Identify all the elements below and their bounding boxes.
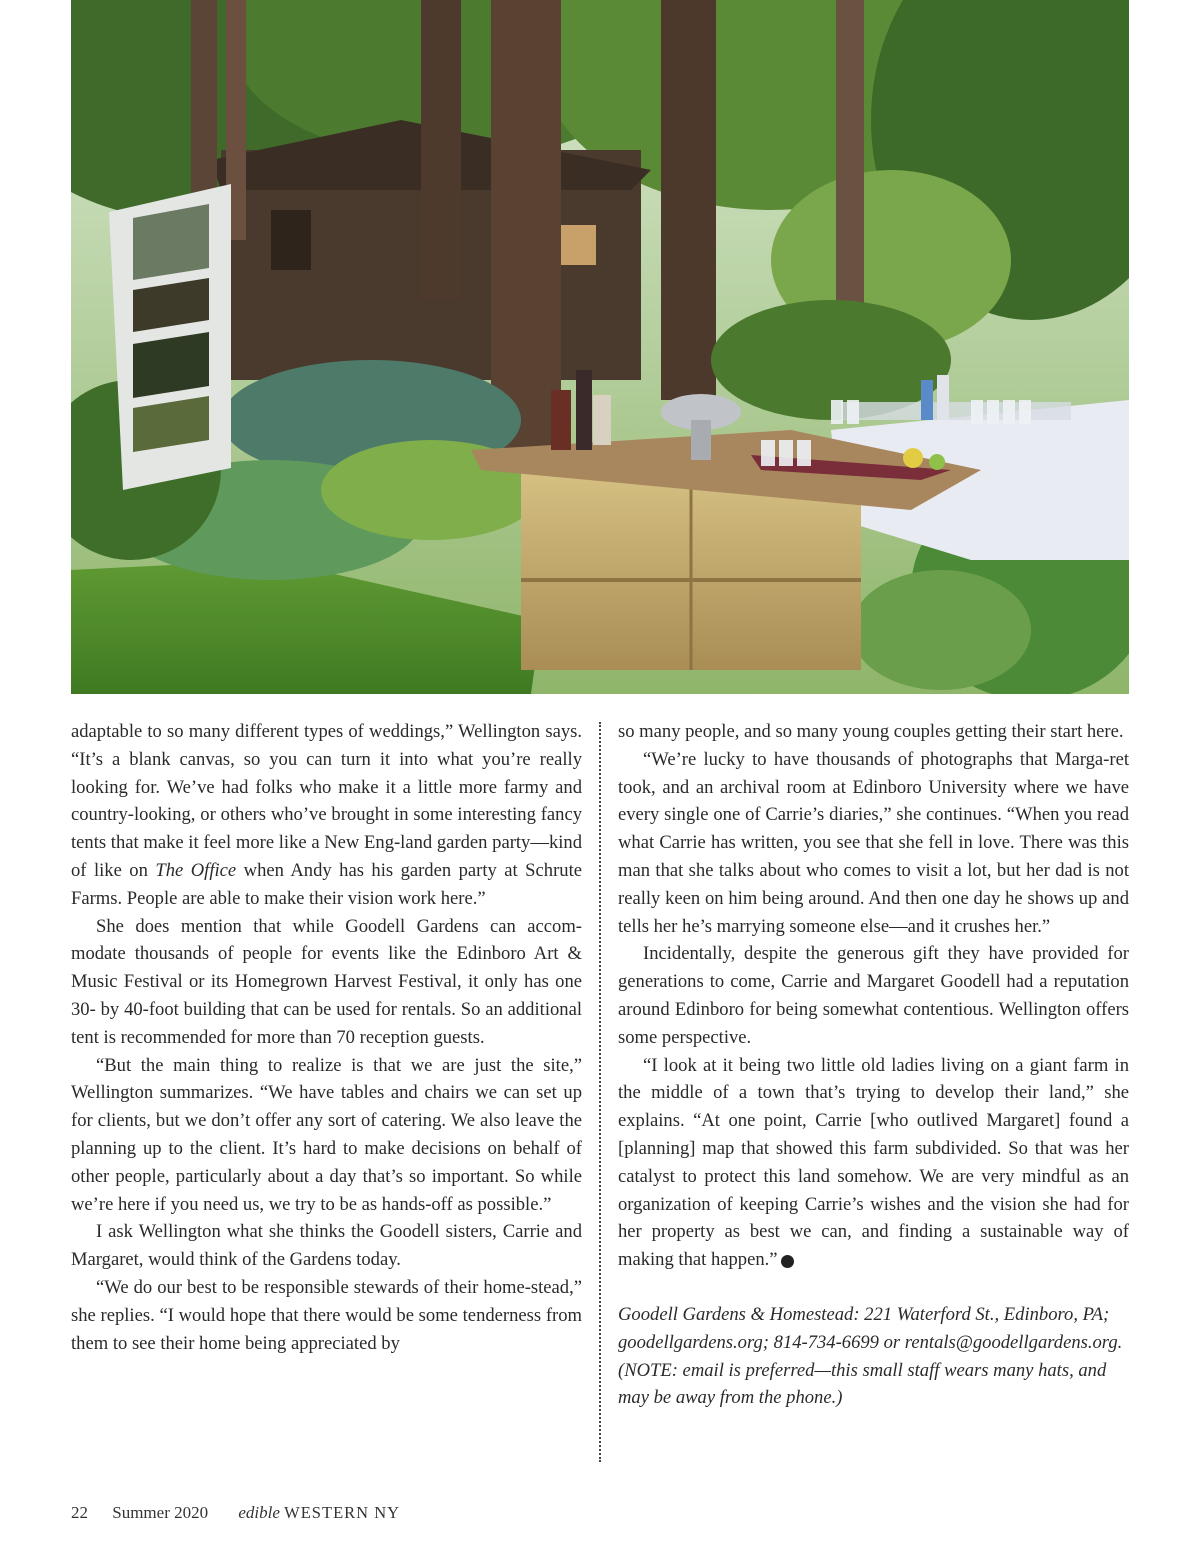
paragraph: “But the main thing to realize is that we are just the site,” Wellington summarizes. “We have tables and chairs we can set up for clients, but we don’t offer any sort of catering. We also leave the planning up to the client. It’s hard to make decisions on behalf of other people, particularly about a day that’s so important. So while we’re here if you need us, we try to be as hands-off as possible.” (71, 1054, 582, 1215)
end-mark-icon: e (781, 1255, 794, 1268)
show-title: The Office (155, 859, 237, 881)
garden-bar-photo (71, 0, 1129, 694)
left-column (71, 718, 582, 1357)
paragraph: She does mention that while Goodell Gardens can accom-modate thousands of people for events like the Edinboro Art & Music Festival or its Homegrown Harvest Festival, it only has one 30- by 40-foot building that can be used for rentals. So an additional tent is recommended for more than 70 reception guests. (71, 915, 582, 1048)
page-number: 22 (71, 1503, 88, 1522)
page-footer (71, 1503, 400, 1523)
magazine-name: WESTERN NY (284, 1503, 401, 1522)
paragraph: “I look at it being two little old ladies living on a giant farm in the middle of a town that’s trying to develop their land,” she explains. “At one point, Carrie [who outlived Margaret] found a [planning] map that showed this farm subdivided. So that was her catalyst to protect this land somehow. We are very mindful as an organization of keeping Carrie’s wishes and the vision she had for her property as best we can, and finding a sustainable way of making that happen.” e (618, 1054, 1129, 1271)
venue-info: Goodell Gardens & Homestead: 221 Waterford St., Edinboro, PA; goodellgardens.org; 814-734-6699 or rentals@goodellgardens.org. (NOTE: email is preferred—this small staff wears many hats, and may be away from the phone.) (618, 1303, 1123, 1409)
paragraph: “We do our best to be responsible stewards of their home-stead,” she replies. “I would hope that there would be some tenderness from them to see their home being appreciated by (71, 1276, 582, 1354)
paragraph: Incidentally, despite the generous gift they have provided for generations to come, Carrie and Margaret Goodell had a reputation around Edinboro for being somewhat contentious. Wellington offers some perspective. (618, 943, 1129, 1048)
issue-date: Summer 2020 (112, 1503, 209, 1522)
paragraph: so many people, and so many young couples getting their start here. (618, 721, 1124, 742)
right-column (618, 718, 1129, 1412)
column-divider (599, 722, 601, 1462)
paragraph: I ask Wellington what she thinks the Goodell sisters, Carrie and Margaret, would think of the Gardens today. (71, 1221, 582, 1271)
paragraph: adaptable to so many different types of weddings,” Wellington says. “It’s a blank canvas, so you can turn it into what you’re really looking for. We’ve had folks who make it a little more farmy and country-looking, or others who’ve brought in some interesting fancy tents that make it feel more like a New Eng-land garden party—kind of like on The Office when Andy has his garden party at Schrute Farms. People are able to make their vision work here.” (71, 721, 582, 909)
paragraph: “We’re lucky to have thousands of photographs that Marga-ret took, and an archival room at Edinboro University where we have every single one of Carrie’s diaries,” she continues. “When you read what Carrie has written, you see that she fell in love. There was this man that she talks about who comes to visit a lot, but her dad is not really keen on him being around. And then one day he shows up and tells her he’s marrying someone else—and it crushes her.” (618, 748, 1129, 937)
magazine-prefix: edible (238, 1503, 280, 1522)
old-door (109, 184, 231, 490)
